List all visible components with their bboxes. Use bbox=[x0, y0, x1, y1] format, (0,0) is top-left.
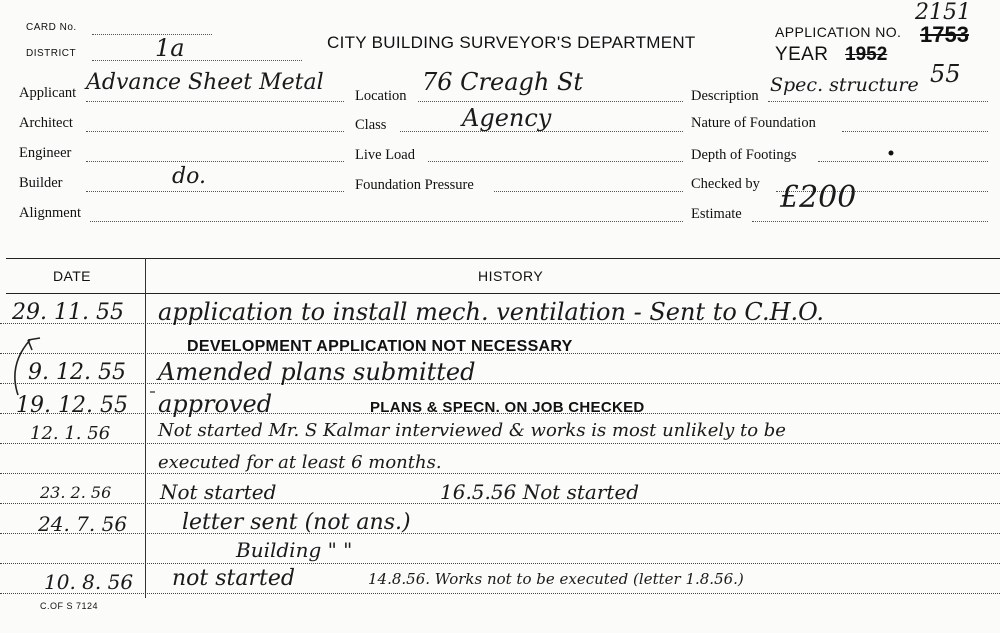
history-entry: Not started bbox=[160, 480, 277, 504]
class-label: Class bbox=[355, 117, 387, 133]
applicant-label: Applicant bbox=[19, 85, 77, 101]
history-entry: Building " " bbox=[236, 538, 353, 562]
history-entry-secondary: 16.5.56 Not started bbox=[440, 480, 640, 504]
year-handwritten: 55 bbox=[930, 60, 961, 88]
description-label: Description bbox=[691, 88, 759, 104]
estimate-value: £200 bbox=[780, 180, 857, 215]
history-entry: approved bbox=[158, 390, 273, 418]
nature-of-foundation-label: Nature of Foundation bbox=[691, 115, 816, 131]
district-label: DISTRICT bbox=[26, 48, 77, 59]
arrow-mark bbox=[15, 340, 30, 395]
ink-dot bbox=[889, 151, 894, 156]
history-entry: not started bbox=[172, 566, 295, 591]
architect-label: Architect bbox=[19, 115, 73, 131]
location-label: Location bbox=[355, 88, 407, 104]
history-date: 9. 12. 55 bbox=[28, 360, 126, 385]
builder-label: Builder bbox=[19, 175, 63, 191]
class-value: Agency bbox=[462, 104, 552, 132]
history-date: 12. 1. 56 bbox=[30, 423, 111, 444]
history-stamp-plans-checked: PLANS & SPECN. ON JOB CHECKED bbox=[370, 399, 645, 416]
history-date: 29. 11. 55 bbox=[12, 300, 124, 325]
application-no-label: APPLICATION NO. bbox=[775, 24, 902, 40]
application-no-struck: 1753 bbox=[920, 22, 969, 47]
history-stamp-development: DEVELOPMENT APPLICATION NOT NECESSARY bbox=[187, 338, 573, 355]
history-date: 10. 8. 56 bbox=[44, 570, 134, 594]
engineer-label: Engineer bbox=[19, 145, 72, 161]
history-header: HISTORY bbox=[478, 268, 544, 284]
applicant-value: Advance Sheet Metal bbox=[86, 70, 324, 95]
alignment-label: Alignment bbox=[19, 205, 82, 221]
estimate-label: Estimate bbox=[691, 206, 742, 222]
card-no-label: CARD No. bbox=[26, 22, 77, 33]
history-entry: application to install mech. ventilation - Sent to C.H.O. bbox=[158, 298, 825, 326]
year-struck: 1952 bbox=[845, 44, 888, 65]
date-header: DATE bbox=[53, 268, 91, 284]
year-label: YEAR bbox=[775, 44, 829, 65]
history-entry: Amended plans submitted bbox=[158, 358, 476, 386]
form-code: C.OF S 7124 bbox=[40, 601, 99, 611]
history-entry: executed for at least 6 months. bbox=[158, 452, 442, 473]
description-value: Spec. structure bbox=[770, 74, 919, 96]
history-date: 23. 2. 56 bbox=[40, 483, 112, 502]
history-date: 19. 12. 55 bbox=[16, 393, 128, 418]
location-value: 76 Creagh St bbox=[422, 68, 584, 96]
checked-by-label: Checked by bbox=[691, 176, 760, 192]
history-date: 24. 7. 56 bbox=[38, 512, 128, 536]
history-entry: Not started Mr. S Kalmar interviewed & works is most unlikely to be bbox=[158, 420, 786, 441]
history-entry: letter sent (not ans.) bbox=[182, 510, 411, 535]
arrow-head bbox=[28, 338, 40, 350]
depth-of-footings-label: Depth of Footings bbox=[691, 147, 797, 163]
department-title: CITY BUILDING SURVEYOR'S DEPARTMENT bbox=[327, 33, 696, 52]
live-load-label: Live Load bbox=[355, 147, 415, 163]
foundation-pressure-label: Foundation Pressure bbox=[355, 177, 474, 193]
builder-value: do. bbox=[172, 164, 206, 189]
district-value: 1a bbox=[155, 34, 185, 62]
history-entry-secondary: 14.8.56. Works not to be executed (letter 1.8.56.) bbox=[368, 570, 744, 588]
application-no-handwritten: 2151 bbox=[915, 0, 971, 25]
